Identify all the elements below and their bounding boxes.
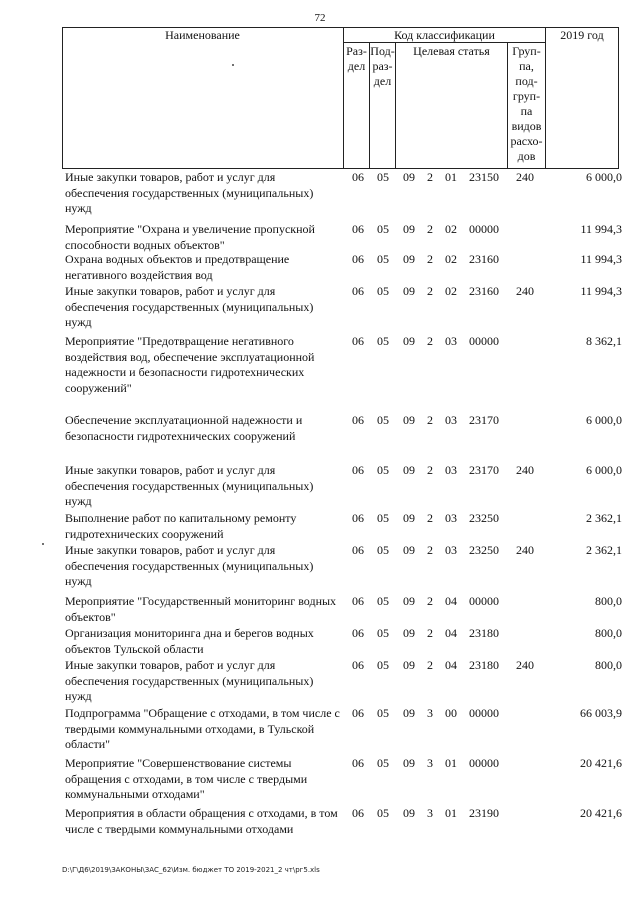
row-amount: 800,0 bbox=[595, 626, 622, 640]
row-code-c2: 3 bbox=[427, 756, 433, 770]
row-code-rz: 06 bbox=[352, 413, 364, 427]
row-code-vr: 240 bbox=[516, 463, 534, 477]
row-code-rz: 06 bbox=[352, 756, 364, 770]
row-code-c4: 00000 bbox=[469, 706, 499, 720]
header-gruppa: Груп- па, под- груп- па видов расхо- дов bbox=[510, 44, 543, 163]
header-razdel: Раз- дел bbox=[346, 44, 367, 73]
row-code-c3: 02 bbox=[445, 284, 457, 298]
row-code-c3: 03 bbox=[445, 543, 457, 557]
speck-mark bbox=[42, 543, 44, 545]
header-vline bbox=[395, 42, 396, 169]
row-code-rz: 06 bbox=[352, 626, 364, 640]
row-code-c2: 3 bbox=[427, 806, 433, 820]
row-name: Иные закупки товаров, работ и услуг для обеспечения государственных (муниципальных) нужд bbox=[65, 658, 314, 703]
row-code-c1: 09 bbox=[403, 756, 415, 770]
row-code-c1: 09 bbox=[403, 413, 415, 427]
row-code-rz: 06 bbox=[352, 594, 364, 608]
row-code-c4: 00000 bbox=[469, 756, 499, 770]
row-code-c3: 04 bbox=[445, 626, 457, 640]
header-year: 2019 год bbox=[560, 28, 604, 42]
row-code-c4: 23170 bbox=[469, 413, 499, 427]
speck-mark bbox=[232, 64, 234, 66]
row-code-pr: 05 bbox=[377, 806, 389, 820]
row-code-c3: 02 bbox=[445, 252, 457, 266]
row-amount: 11 994,3 bbox=[580, 252, 622, 266]
row-code-c1: 09 bbox=[403, 543, 415, 557]
header-vline bbox=[618, 27, 619, 169]
row-name: Иные закупки товаров, работ и услуг для обеспечения государственных (муниципальных) нужд bbox=[65, 463, 314, 508]
row-code-c3: 01 bbox=[445, 170, 457, 184]
row-code-c1: 09 bbox=[403, 511, 415, 525]
row-code-pr: 05 bbox=[377, 706, 389, 720]
row-amount: 20 421,6 bbox=[580, 806, 622, 820]
row-code-pr: 05 bbox=[377, 594, 389, 608]
row-code-c1: 09 bbox=[403, 706, 415, 720]
row-code-rz: 06 bbox=[352, 806, 364, 820]
row-name: Иные закупки товаров, работ и услуг для обеспечения государственных (муниципальных) нужд bbox=[65, 170, 314, 215]
row-code-vr: 240 bbox=[516, 284, 534, 298]
header-name: Наименование bbox=[165, 28, 240, 42]
row-code-pr: 05 bbox=[377, 511, 389, 525]
row-amount: 6 000,0 bbox=[586, 170, 622, 184]
row-name: Иные закупки товаров, работ и услуг для обеспечения государственных (муниципальных) нужд bbox=[65, 543, 314, 588]
row-code-c2: 2 bbox=[427, 626, 433, 640]
row-code-rz: 06 bbox=[352, 222, 364, 236]
row-code-c3: 00 bbox=[445, 706, 457, 720]
row-code-pr: 05 bbox=[377, 543, 389, 557]
row-code-rz: 06 bbox=[352, 284, 364, 298]
row-amount: 20 421,6 bbox=[580, 756, 622, 770]
row-name: Иные закупки товаров, работ и услуг для обеспечения государственных (муниципальных) нужд bbox=[65, 284, 314, 329]
row-name: Выполнение работ по капитальному ремонту гидротехнических сооружений bbox=[65, 511, 297, 541]
header-tselevaya: Целевая статья bbox=[413, 44, 490, 58]
row-code-c4: 23190 bbox=[469, 806, 499, 820]
table-header bbox=[62, 27, 619, 169]
page-number: 72 bbox=[314, 12, 326, 24]
row-name: Мероприятие "Совершенствование системы обращения с отходами, в том числе с твердыми коммунальными отходами" bbox=[65, 756, 308, 801]
row-code-c3: 01 bbox=[445, 756, 457, 770]
row-code-rz: 06 bbox=[352, 170, 364, 184]
row-code-c2: 2 bbox=[427, 658, 433, 672]
row-code-pr: 05 bbox=[377, 463, 389, 477]
row-name: Мероприятие "Охрана и увеличение пропускной способности водных объектов" bbox=[65, 222, 315, 252]
row-code-c2: 2 bbox=[427, 170, 433, 184]
row-code-pr: 05 bbox=[377, 222, 389, 236]
file-path-footer: D:\Г\Д6\2019\ЗАКОНЫ\ЗАС_62\Изм. бюджет ТО 2019-2021_2 чт\рг5.xls bbox=[62, 866, 320, 874]
row-code-pr: 05 bbox=[377, 170, 389, 184]
row-code-c3: 01 bbox=[445, 806, 457, 820]
row-code-vr: 240 bbox=[516, 170, 534, 184]
row-code-c4: 00000 bbox=[469, 334, 499, 348]
header-podrazdel: Под- раз- дел bbox=[370, 44, 395, 88]
row-name: Организация мониторинга дна и берегов водных объектов Тульской области bbox=[65, 626, 314, 656]
row-code-c4: 00000 bbox=[469, 222, 499, 236]
row-amount: 6 000,0 bbox=[586, 413, 622, 427]
row-amount: 8 362,1 bbox=[586, 334, 622, 348]
row-code-vr: 240 bbox=[516, 658, 534, 672]
row-code-c1: 09 bbox=[403, 463, 415, 477]
row-code-c4: 00000 bbox=[469, 594, 499, 608]
row-code-c4: 23250 bbox=[469, 511, 499, 525]
row-code-rz: 06 bbox=[352, 334, 364, 348]
row-code-c4: 23160 bbox=[469, 284, 499, 298]
row-code-c4: 23170 bbox=[469, 463, 499, 477]
row-code-c2: 2 bbox=[427, 511, 433, 525]
row-code-c1: 09 bbox=[403, 658, 415, 672]
row-name: Обеспечение эксплуатационной надежности и безопасности гидротехнических сооружений bbox=[65, 413, 303, 443]
row-code-c2: 2 bbox=[427, 413, 433, 427]
row-amount: 2 362,1 bbox=[586, 543, 622, 557]
row-code-c4: 23180 bbox=[469, 626, 499, 640]
row-code-rz: 06 bbox=[352, 706, 364, 720]
row-code-c1: 09 bbox=[403, 626, 415, 640]
row-code-c1: 09 bbox=[403, 594, 415, 608]
row-code-c3: 03 bbox=[445, 463, 457, 477]
row-code-c1: 09 bbox=[403, 806, 415, 820]
row-code-c3: 03 bbox=[445, 334, 457, 348]
row-code-c2: 2 bbox=[427, 543, 433, 557]
row-amount: 11 994,3 bbox=[580, 284, 622, 298]
row-code-c4: 23180 bbox=[469, 658, 499, 672]
row-code-c1: 09 bbox=[403, 170, 415, 184]
row-code-c2: 2 bbox=[427, 222, 433, 236]
row-amount: 2 362,1 bbox=[586, 511, 622, 525]
row-code-c2: 2 bbox=[427, 594, 433, 608]
row-code-c2: 2 bbox=[427, 334, 433, 348]
row-code-pr: 05 bbox=[377, 756, 389, 770]
row-name: Мероприятия в области обращения с отходами, в том числе с твердыми коммунальными отходами bbox=[65, 806, 338, 836]
row-code-c4: 23250 bbox=[469, 543, 499, 557]
header-vline bbox=[545, 27, 546, 169]
row-amount: 800,0 bbox=[595, 658, 622, 672]
row-code-c1: 09 bbox=[403, 252, 415, 266]
row-code-pr: 05 bbox=[377, 284, 389, 298]
header-code-group: Код классификации bbox=[394, 28, 495, 42]
header-bottom-line bbox=[62, 168, 619, 169]
row-code-c1: 09 bbox=[403, 334, 415, 348]
header-vline bbox=[62, 27, 63, 169]
row-code-rz: 06 bbox=[352, 463, 364, 477]
row-amount: 800,0 bbox=[595, 594, 622, 608]
row-code-pr: 05 bbox=[377, 626, 389, 640]
row-code-rz: 06 bbox=[352, 658, 364, 672]
row-code-pr: 05 bbox=[377, 252, 389, 266]
row-code-c3: 03 bbox=[445, 413, 457, 427]
row-code-c1: 09 bbox=[403, 284, 415, 298]
row-code-c3: 04 bbox=[445, 594, 457, 608]
row-code-c2: 2 bbox=[427, 463, 433, 477]
row-amount: 11 994,3 bbox=[580, 222, 622, 236]
row-code-pr: 05 bbox=[377, 413, 389, 427]
row-name: Подпрограмма "Обращение с отходами, в том числе с твердыми коммунальными отходами, в Тульской области" bbox=[65, 706, 340, 751]
row-code-vr: 240 bbox=[516, 543, 534, 557]
row-code-c4: 23160 bbox=[469, 252, 499, 266]
row-code-c2: 2 bbox=[427, 284, 433, 298]
row-code-c2: 2 bbox=[427, 252, 433, 266]
row-code-c3: 02 bbox=[445, 222, 457, 236]
row-code-c3: 03 bbox=[445, 511, 457, 525]
row-code-c3: 04 bbox=[445, 658, 457, 672]
row-code-pr: 05 bbox=[377, 334, 389, 348]
row-amount: 6 000,0 bbox=[586, 463, 622, 477]
row-name: Охрана водных объектов и предотвращение негативного воздействия вод bbox=[65, 252, 290, 282]
row-code-rz: 06 bbox=[352, 252, 364, 266]
row-code-pr: 05 bbox=[377, 658, 389, 672]
row-code-c4: 23150 bbox=[469, 170, 499, 184]
row-name: Мероприятие "Предотвращение негативного воздействия вод, обеспечение эксплуатационной надежности и безопасности гидротехнических сооружений" bbox=[65, 334, 315, 395]
row-amount: 66 003,9 bbox=[580, 706, 622, 720]
row-name: Мероприятие "Государственный мониторинг водных объектов" bbox=[65, 594, 337, 624]
row-code-rz: 06 bbox=[352, 511, 364, 525]
row-code-c1: 09 bbox=[403, 222, 415, 236]
row-code-c2: 3 bbox=[427, 706, 433, 720]
row-code-rz: 06 bbox=[352, 543, 364, 557]
